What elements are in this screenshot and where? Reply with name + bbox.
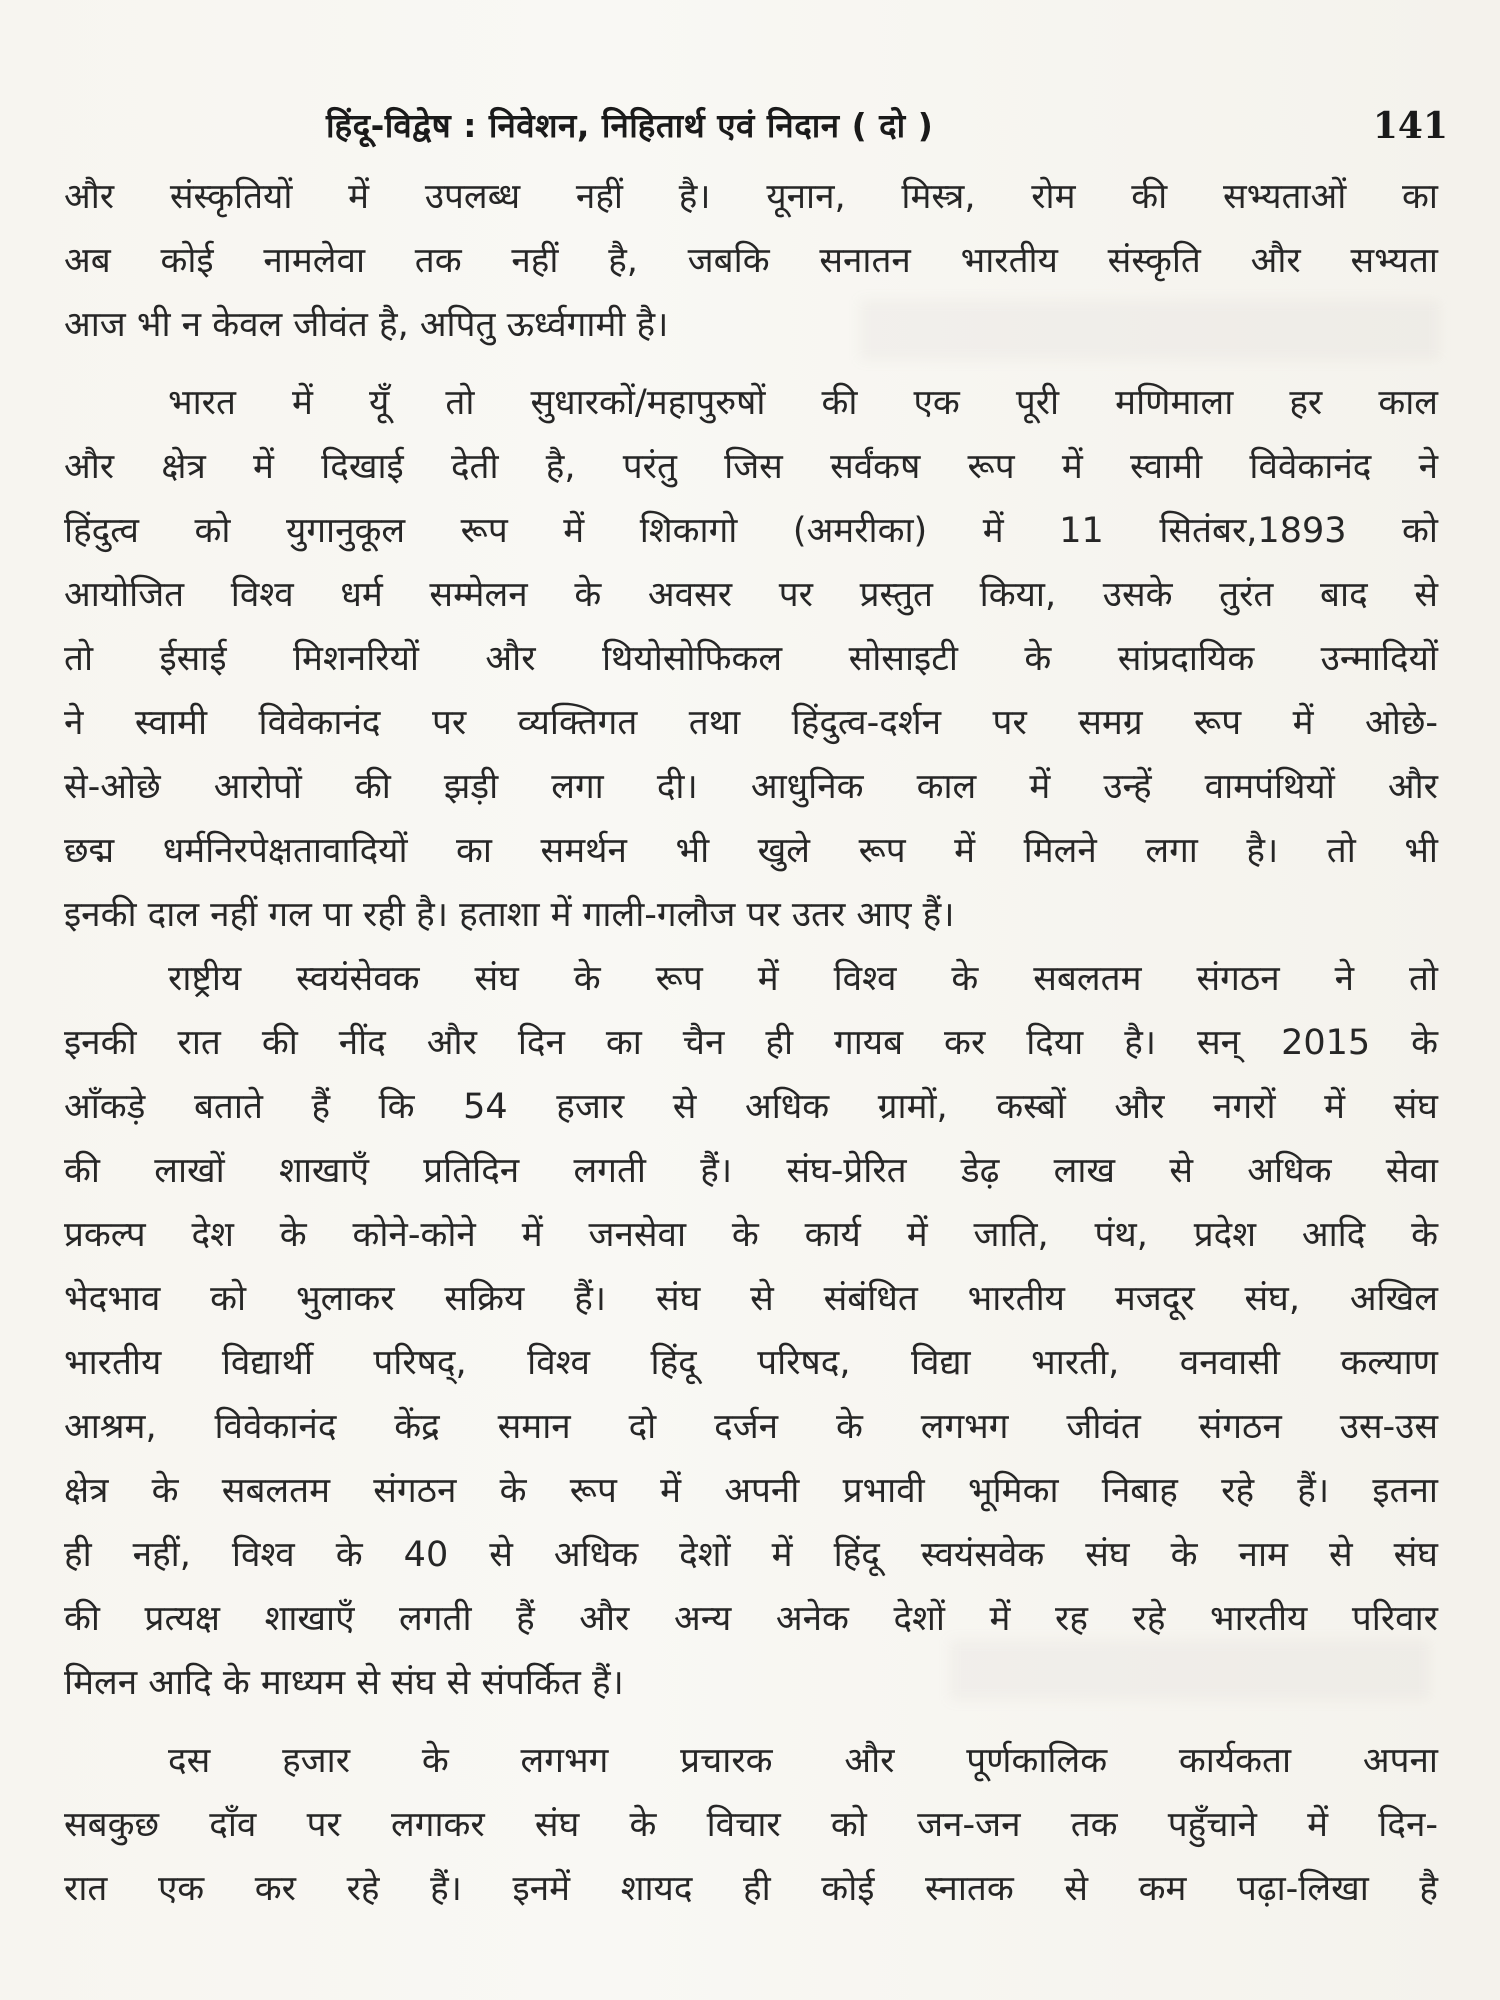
text-line: सबकुछ दाँव पर लगाकर संघ के विचार को जन-जन तक पहुँचाने में दिन- — [64, 1805, 1438, 1845]
text-line: आँकड़े बताते हैं कि 54 हजार से अधिक ग्रामों, कस्बों और नगरों में संघ — [64, 1087, 1438, 1127]
paragraph — [64, 1729, 1438, 1921]
text-line: से-ओछे आरोपों की झड़ी लगा दी। आधुनिक काल में उन्हें वामपंथियों और — [64, 767, 1438, 807]
text-line: की लाखों शाखाएँ प्रतिदिन लगती हैं। संघ-प्रेरित डेढ़ लाख से अधिक सेवा — [64, 1151, 1438, 1191]
text-line: प्रकल्प देश के कोने-कोने में जनसेवा के कार्य में जाति, पंथ, प्रदेश आदि के — [64, 1215, 1438, 1255]
text-line: राष्ट्रीय स्वयंसेवक संघ के रूप में विश्व के सबलतम संगठन ने तो — [168, 959, 1438, 999]
text-line: ने स्वामी विवेकानंद पर व्यक्तिगत तथा हिंदुत्व-दर्शन पर समग्र रूप में ओछे- — [64, 703, 1438, 743]
text-line: ही नहीं, विश्व के 40 से अधिक देशों में हिंदू स्वयंसवेक संघ के नाम से संघ — [64, 1535, 1438, 1575]
text-line: छद्म धर्मनिरपेक्षतावादियों का समर्थन भी खुले रूप में मिलने लगा है। तो भी — [64, 831, 1438, 871]
running-header — [0, 104, 1500, 164]
text-line: इनकी रात की नींद और दिन का चैन ही गायब कर दिया है। सन् 2015 के — [64, 1023, 1438, 1063]
text-line: भारत में यूँ तो सुधारकों/महापुरुषों की एक पूरी मणिमाला हर काल — [168, 383, 1438, 423]
text-line: इनकी दाल नहीं गल पा रही है। हताशा में गाली-गलौज पर उतर आए हैं। — [64, 895, 955, 935]
text-line: आज भी न केवल जीवंत है, अपितु ऊर्ध्वगामी है। — [64, 305, 669, 345]
text-line: मिलन आदि के माध्यम से संघ से संपर्कित हैं। — [64, 1663, 624, 1703]
body-text — [64, 165, 1438, 1921]
paragraph — [64, 371, 1438, 947]
text-line: आश्रम, विवेकानंद केंद्र समान दो दर्जन के लगभग जीवंत संगठन उस-उस — [64, 1407, 1438, 1447]
text-line: रात एक कर रहे हैं। इनमें शायद ही कोई स्नातक से कम पढ़ा-लिखा है — [64, 1869, 1438, 1909]
text-line: हिंदुत्व को युगानुकूल रूप में शिकागो (अमरीका) में 11 सितंबर,1893 को — [64, 511, 1438, 551]
text-line: तो ईसाई मिशनरियों और थियोसोफिकल सोसाइटी के सांप्रदायिक उन्मादियों — [64, 639, 1438, 679]
text-line: अब कोई नामलेवा तक नहीं है, जबकि सनातन भारतीय संस्कृति और सभ्यता — [64, 241, 1438, 281]
text-line: आयोजित विश्व धर्म सम्मेलन के अवसर पर प्रस्तुत किया, उसके तुरंत बाद से — [64, 575, 1438, 615]
text-line: की प्रत्यक्ष शाखाएँ लगती हैं और अन्य अनेक देशों में रह रहे भारतीय परिवार — [64, 1599, 1438, 1639]
text-line: भारतीय विद्यार्थी परिषद्, विश्व हिंदू परिषद, विद्या भारती, वनवासी कल्याण — [64, 1343, 1438, 1383]
text-line: भेदभाव को भुलाकर सक्रिय हैं। संघ से संबंधित भारतीय मजदूर संघ, अखिल — [64, 1279, 1438, 1319]
chapter-title: हिंदू-विद्वेष : निवेशन, निहितार्थ एवं निदान ( दो ) — [326, 106, 934, 145]
page-number: 141 — [1372, 105, 1448, 147]
text-line: क्षेत्र के सबलतम संगठन के रूप में अपनी प्रभावी भूमिका निबाह रहे हैं। इतना — [64, 1471, 1438, 1511]
paragraph — [64, 947, 1438, 1715]
text-line: और क्षेत्र में दिखाई देती है, परंतु जिस सर्वंकष रूप में स्वामी विवेकानंद ने — [64, 447, 1438, 487]
text-line: और संस्कृतियों में उपलब्ध नहीं है। यूनान, मिस्त्र, रोम की सभ्यताओं का — [64, 177, 1438, 217]
text-line: दस हजार के लगभग प्रचारक और पूर्णकालिक कार्यकता अपना — [168, 1741, 1438, 1781]
paragraph — [64, 165, 1438, 357]
